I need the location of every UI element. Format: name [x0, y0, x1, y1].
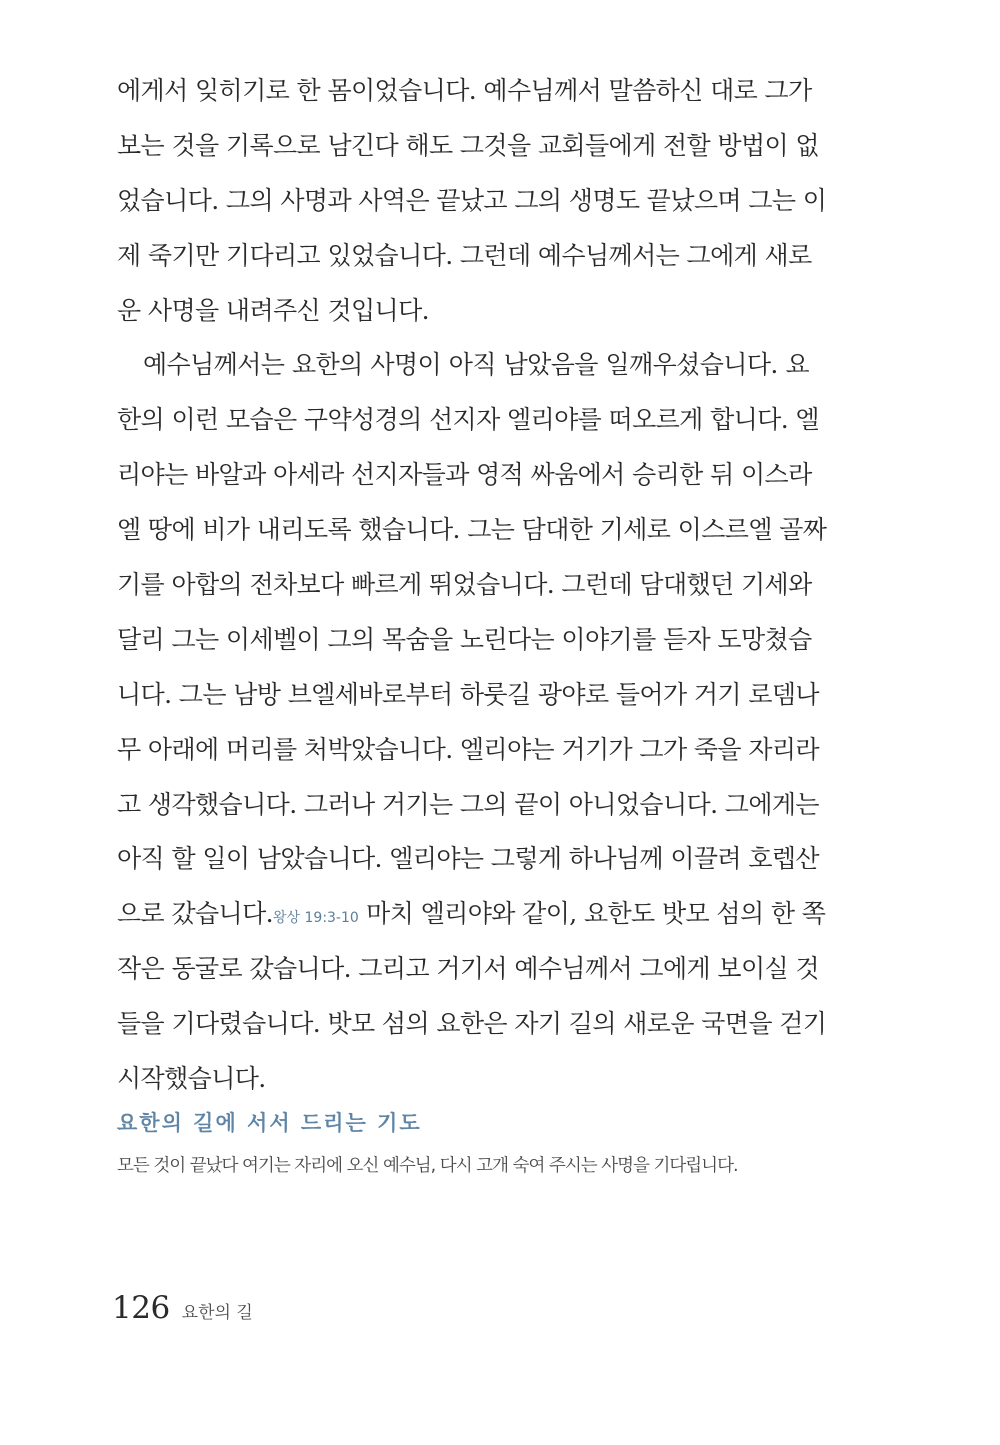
scripture-citation: 왕상 19:3-10 [273, 910, 359, 927]
prayer-title: 요한의 길에 서서 드리는 기도 [117, 1111, 422, 1135]
text-line: 고 생각했습니다. 그러나 거기는 그의 끝이 아니었습니다. 그에게는 [117, 789, 819, 819]
citation-line-end: 마치 엘리야와 같이, 요한도 밧모 섬의 한 쪽 [358, 899, 826, 929]
page-footer [112, 1290, 253, 1326]
text-line: 었습니다. 그의 사명과 사역은 끝났고 그의 생명도 끝났으며 그는 이 [117, 185, 827, 215]
text-line: 예수님께서는 요한의 사명이 아직 남았음을 일깨우셨습니다. 요 [143, 350, 809, 380]
text-line: 아직 할 일이 남았습니다. 엘리야는 그렇게 하나님께 이끌려 호렙산 [117, 844, 819, 874]
prayer-section [117, 1105, 817, 1179]
text-line: 보는 것을 기록으로 남긴다 해도 그것을 교회들에게 전할 방법이 없 [117, 130, 819, 160]
text-line-with-citation [117, 887, 826, 942]
body-text [117, 64, 827, 1107]
running-title: 요한의 길 [181, 1303, 253, 1323]
page-number: 126 [112, 1290, 170, 1326]
text-line: 작은 동굴로 갔습니다. 그리고 거기서 예수님께서 그에게 보이실 것 [117, 954, 819, 984]
text-line: 시작했습니다. [117, 1064, 266, 1094]
text-line: 운 사명을 내려주신 것입니다. [117, 295, 429, 325]
text-line: 엘 땅에 비가 내리도록 했습니다. 그는 담대한 기세로 이스르엘 골짜 [117, 515, 827, 545]
text-line: 제 죽기만 기다리고 있었습니다. 그런데 예수님께서는 그에게 새로 [117, 240, 812, 270]
text-line: 한의 이런 모습은 구약성경의 선지자 엘리야를 떠오르게 합니다. 엘 [117, 405, 819, 435]
text-line: 무 아래에 머리를 처박았습니다. 엘리야는 거기가 그가 죽을 자리라 [117, 734, 819, 764]
citation-line-start: 으로 갔습니다. [117, 899, 273, 929]
prayer-text: 모든 것이 끝났다 여기는 자리에 오신 예수님, 다시 고개 숙여 주시는 사명을 기다립니다. [117, 1156, 738, 1176]
text-line: 달리 그는 이세벨이 그의 목숨을 노린다는 이야기를 듣자 도망쳤습 [117, 624, 812, 654]
text-line: 들을 기다렸습니다. 밧모 섬의 요한은 자기 길의 새로운 국면을 걷기 [117, 1009, 827, 1039]
text-line: 기를 아합의 전차보다 빠르게 뛰었습니다. 그런데 담대했던 기세와 [117, 570, 812, 600]
text-line: 에게서 잊히기로 한 몸이었습니다. 예수님께서 말씀하신 대로 그가 [117, 76, 812, 105]
text-line: 니다. 그는 남방 브엘세바로부터 하룻길 광야로 들어가 거기 로뎀나 [117, 679, 819, 709]
text-line: 리야는 바알과 아세라 선지자들과 영적 싸움에서 승리한 뒤 이스라 [117, 460, 812, 490]
